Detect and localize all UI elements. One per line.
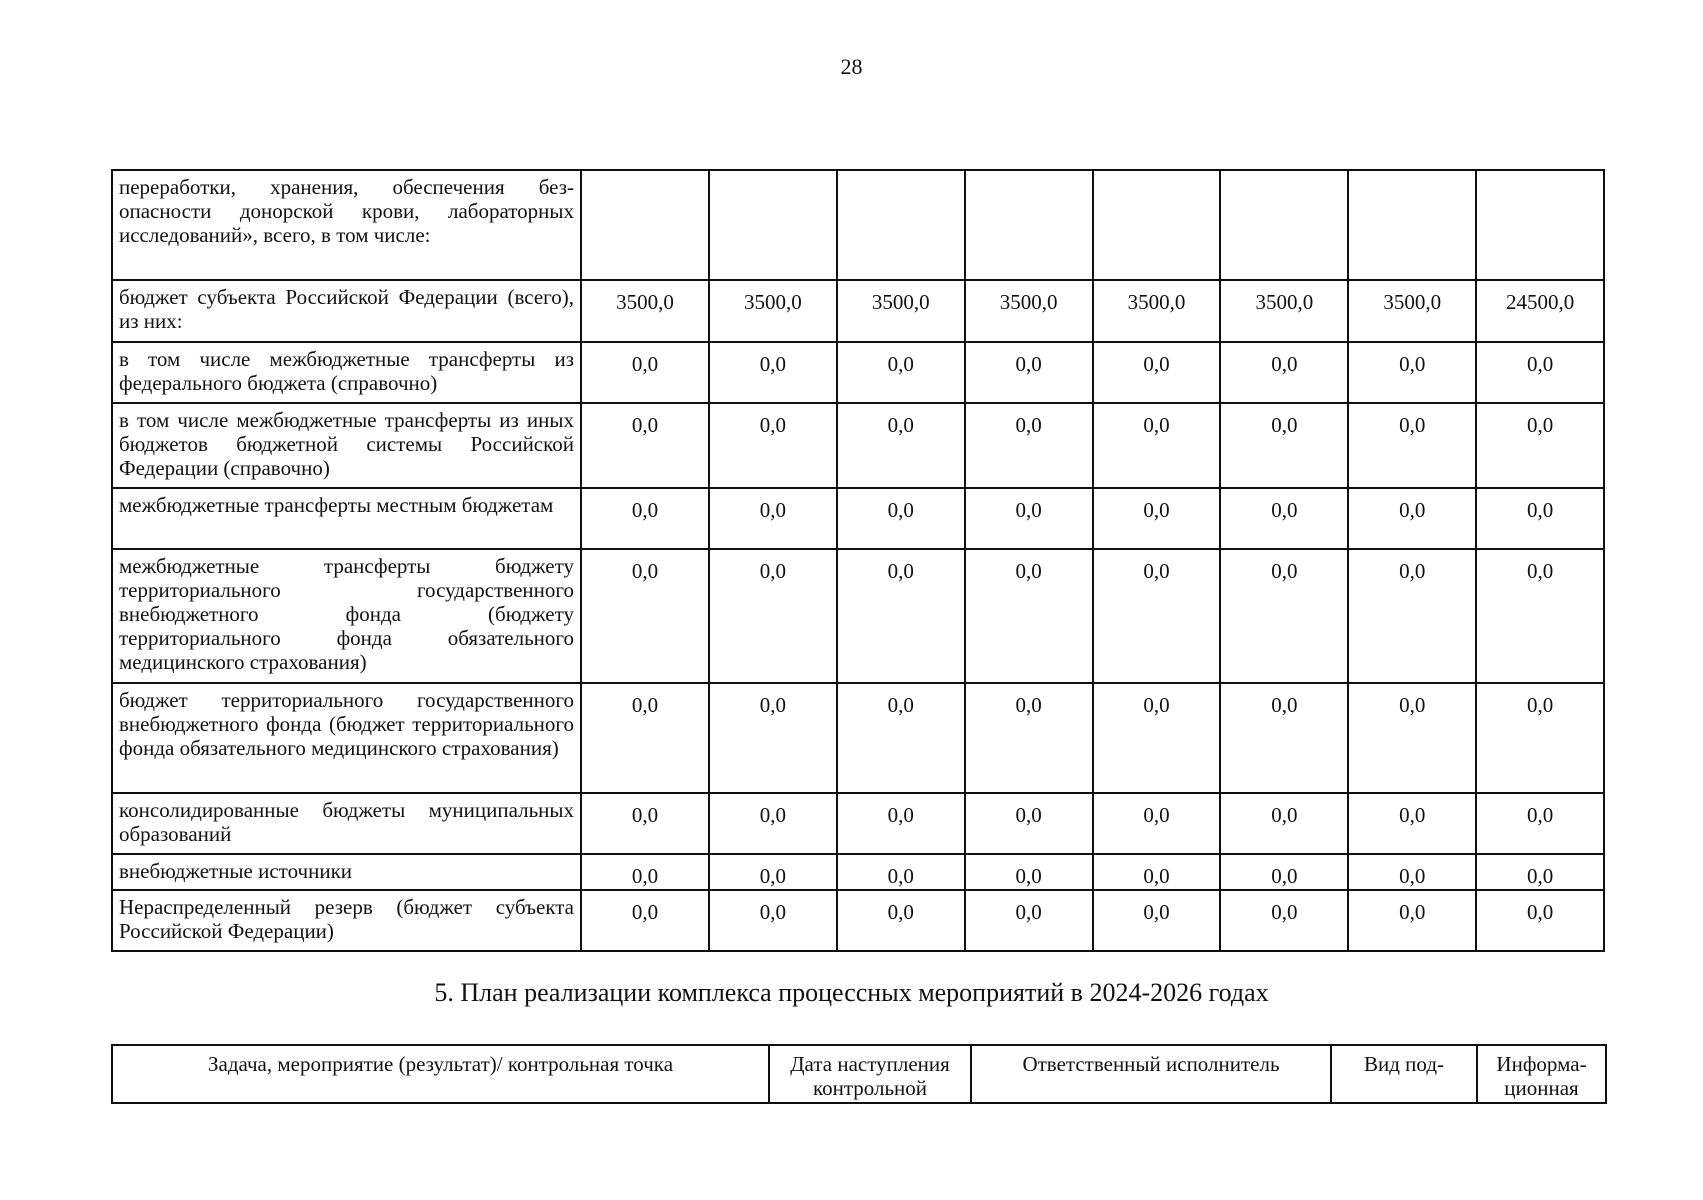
table-row: [112, 683, 1604, 793]
section-title: 5. План реализации комплекса процессных мероприятий в 2024-2026 годах: [434, 978, 1269, 1007]
row-label: в том числе межбюджетные трансферты из федерального бюджета (справочно): [112, 342, 581, 403]
plan-table: [111, 1044, 1607, 1104]
value-cell: 0,0: [709, 403, 837, 488]
table-row: [112, 854, 1604, 890]
value-cell: 0,0: [709, 683, 837, 793]
value-cell: 0,0: [965, 793, 1093, 854]
value-cell: 0,0: [1476, 854, 1604, 890]
value-cell: [837, 170, 965, 280]
value-cell: 0,0: [837, 683, 965, 793]
value-cell: 0,0: [1220, 403, 1348, 488]
plan-header-type: Вид под-: [1331, 1045, 1477, 1103]
value-cell: 0,0: [1476, 403, 1604, 488]
value-cell: 0,0: [1093, 793, 1221, 854]
value-cell: 0,0: [709, 854, 837, 890]
table-row: [112, 403, 1604, 488]
value-cell: 0,0: [1093, 488, 1221, 549]
value-cell: 0,0: [1220, 854, 1348, 890]
value-cell: 0,0: [837, 793, 965, 854]
row-label: внебюджетные источники: [112, 854, 581, 890]
row-label: межбюджетные трансферты бюджету территориального государственного внебюджетного фонда (бюджету территориального фонда обязательного медицинского страхования): [112, 549, 581, 683]
value-cell: 3500,0: [709, 280, 837, 342]
value-cell: 0,0: [1348, 549, 1476, 683]
table-row: [112, 488, 1604, 549]
value-cell: 0,0: [1348, 890, 1476, 951]
value-cell: 0,0: [1220, 488, 1348, 549]
table-row: [112, 280, 1604, 342]
row-label: бюджет территориального государственного внебюджетного фонда (бюджет территориального фонда обязательного медицинского страхования): [112, 683, 581, 793]
row-label: межбюджетные трансферты местным бюджетам: [112, 488, 581, 549]
value-cell: 0,0: [581, 403, 709, 488]
value-cell: 0,0: [709, 793, 837, 854]
funding-table: [111, 169, 1605, 952]
value-cell: 0,0: [581, 854, 709, 890]
value-cell: 0,0: [837, 342, 965, 403]
row-label: в том числе межбюджетные трансферты из иных бюджетов бюджетной системы Российской Федерации (справочно): [112, 403, 581, 488]
value-cell: 0,0: [709, 549, 837, 683]
value-cell: 0,0: [1348, 683, 1476, 793]
value-cell: [965, 170, 1093, 280]
value-cell: 0,0: [965, 342, 1093, 403]
value-cell: 0,0: [965, 549, 1093, 683]
value-cell: 0,0: [709, 890, 837, 951]
row-label: консолидированные бюджеты муниципальных образований: [112, 793, 581, 854]
value-cell: 0,0: [837, 549, 965, 683]
value-cell: 0,0: [1220, 342, 1348, 403]
value-cell: 0,0: [965, 488, 1093, 549]
value-cell: 0,0: [1476, 342, 1604, 403]
value-cell: 0,0: [837, 488, 965, 549]
value-cell: 0,0: [1220, 890, 1348, 951]
plan-table-header-row: [112, 1045, 1606, 1103]
value-cell: 24500,0: [1476, 280, 1604, 342]
value-cell: 0,0: [837, 890, 965, 951]
value-cell: 3500,0: [837, 280, 965, 342]
table-row: [112, 793, 1604, 854]
table-row: [112, 342, 1604, 403]
value-cell: 0,0: [1093, 683, 1221, 793]
row-label: Нераспределенный резерв (бюджет субъекта Российской Федерации): [112, 890, 581, 951]
value-cell: 0,0: [1093, 854, 1221, 890]
value-cell: [1220, 170, 1348, 280]
value-cell: 0,0: [1220, 549, 1348, 683]
value-cell: 0,0: [965, 683, 1093, 793]
value-cell: 0,0: [581, 890, 709, 951]
value-cell: [709, 170, 837, 280]
plan-header-date: Дата наступления контрольной: [769, 1045, 971, 1103]
value-cell: 0,0: [837, 854, 965, 890]
value-cell: 0,0: [581, 488, 709, 549]
value-cell: 0,0: [965, 890, 1093, 951]
value-cell: [581, 170, 709, 280]
value-cell: 0,0: [965, 403, 1093, 488]
value-cell: 0,0: [1348, 403, 1476, 488]
value-cell: 0,0: [581, 793, 709, 854]
value-cell: 0,0: [709, 342, 837, 403]
value-cell: 0,0: [1476, 549, 1604, 683]
value-cell: 0,0: [1093, 342, 1221, 403]
plan-header-task: Задача, мероприятие (результат)/ контрольная точка: [112, 1045, 769, 1103]
value-cell: [1093, 170, 1221, 280]
value-cell: 3500,0: [1348, 280, 1476, 342]
value-cell: 0,0: [1093, 549, 1221, 683]
value-cell: 0,0: [581, 683, 709, 793]
value-cell: 0,0: [1348, 793, 1476, 854]
table-row: [112, 890, 1604, 951]
value-cell: 0,0: [1476, 683, 1604, 793]
value-cell: 0,0: [1093, 403, 1221, 488]
value-cell: 0,0: [1220, 683, 1348, 793]
value-cell: [1476, 170, 1604, 280]
value-cell: 0,0: [1476, 793, 1604, 854]
plan-header-info: Информа-ционная: [1477, 1045, 1606, 1103]
value-cell: 0,0: [837, 403, 965, 488]
value-cell: 0,0: [581, 549, 709, 683]
value-cell: 0,0: [581, 342, 709, 403]
value-cell: 0,0: [965, 854, 1093, 890]
plan-header-responsible: Ответственный исполнитель: [971, 1045, 1331, 1103]
value-cell: 0,0: [1220, 793, 1348, 854]
value-cell: 0,0: [1348, 342, 1476, 403]
value-cell: 3500,0: [581, 280, 709, 342]
table-row: [112, 549, 1604, 683]
row-label: переработки, хранения, обеспечения без-опасности донорской крови, лабораторных исследований», всего, в том числе:: [112, 170, 581, 280]
value-cell: 0,0: [1348, 854, 1476, 890]
value-cell: 3500,0: [1093, 280, 1221, 342]
value-cell: 3500,0: [1220, 280, 1348, 342]
value-cell: 0,0: [1476, 890, 1604, 951]
row-label: бюджет субъекта Российской Федерации (всего), из них:: [112, 280, 581, 342]
value-cell: 0,0: [709, 488, 837, 549]
value-cell: [1348, 170, 1476, 280]
table-row: [112, 170, 1604, 280]
value-cell: 3500,0: [965, 280, 1093, 342]
page-number: 28: [840, 54, 863, 79]
value-cell: 0,0: [1093, 890, 1221, 951]
value-cell: 0,0: [1476, 488, 1604, 549]
value-cell: 0,0: [1348, 488, 1476, 549]
